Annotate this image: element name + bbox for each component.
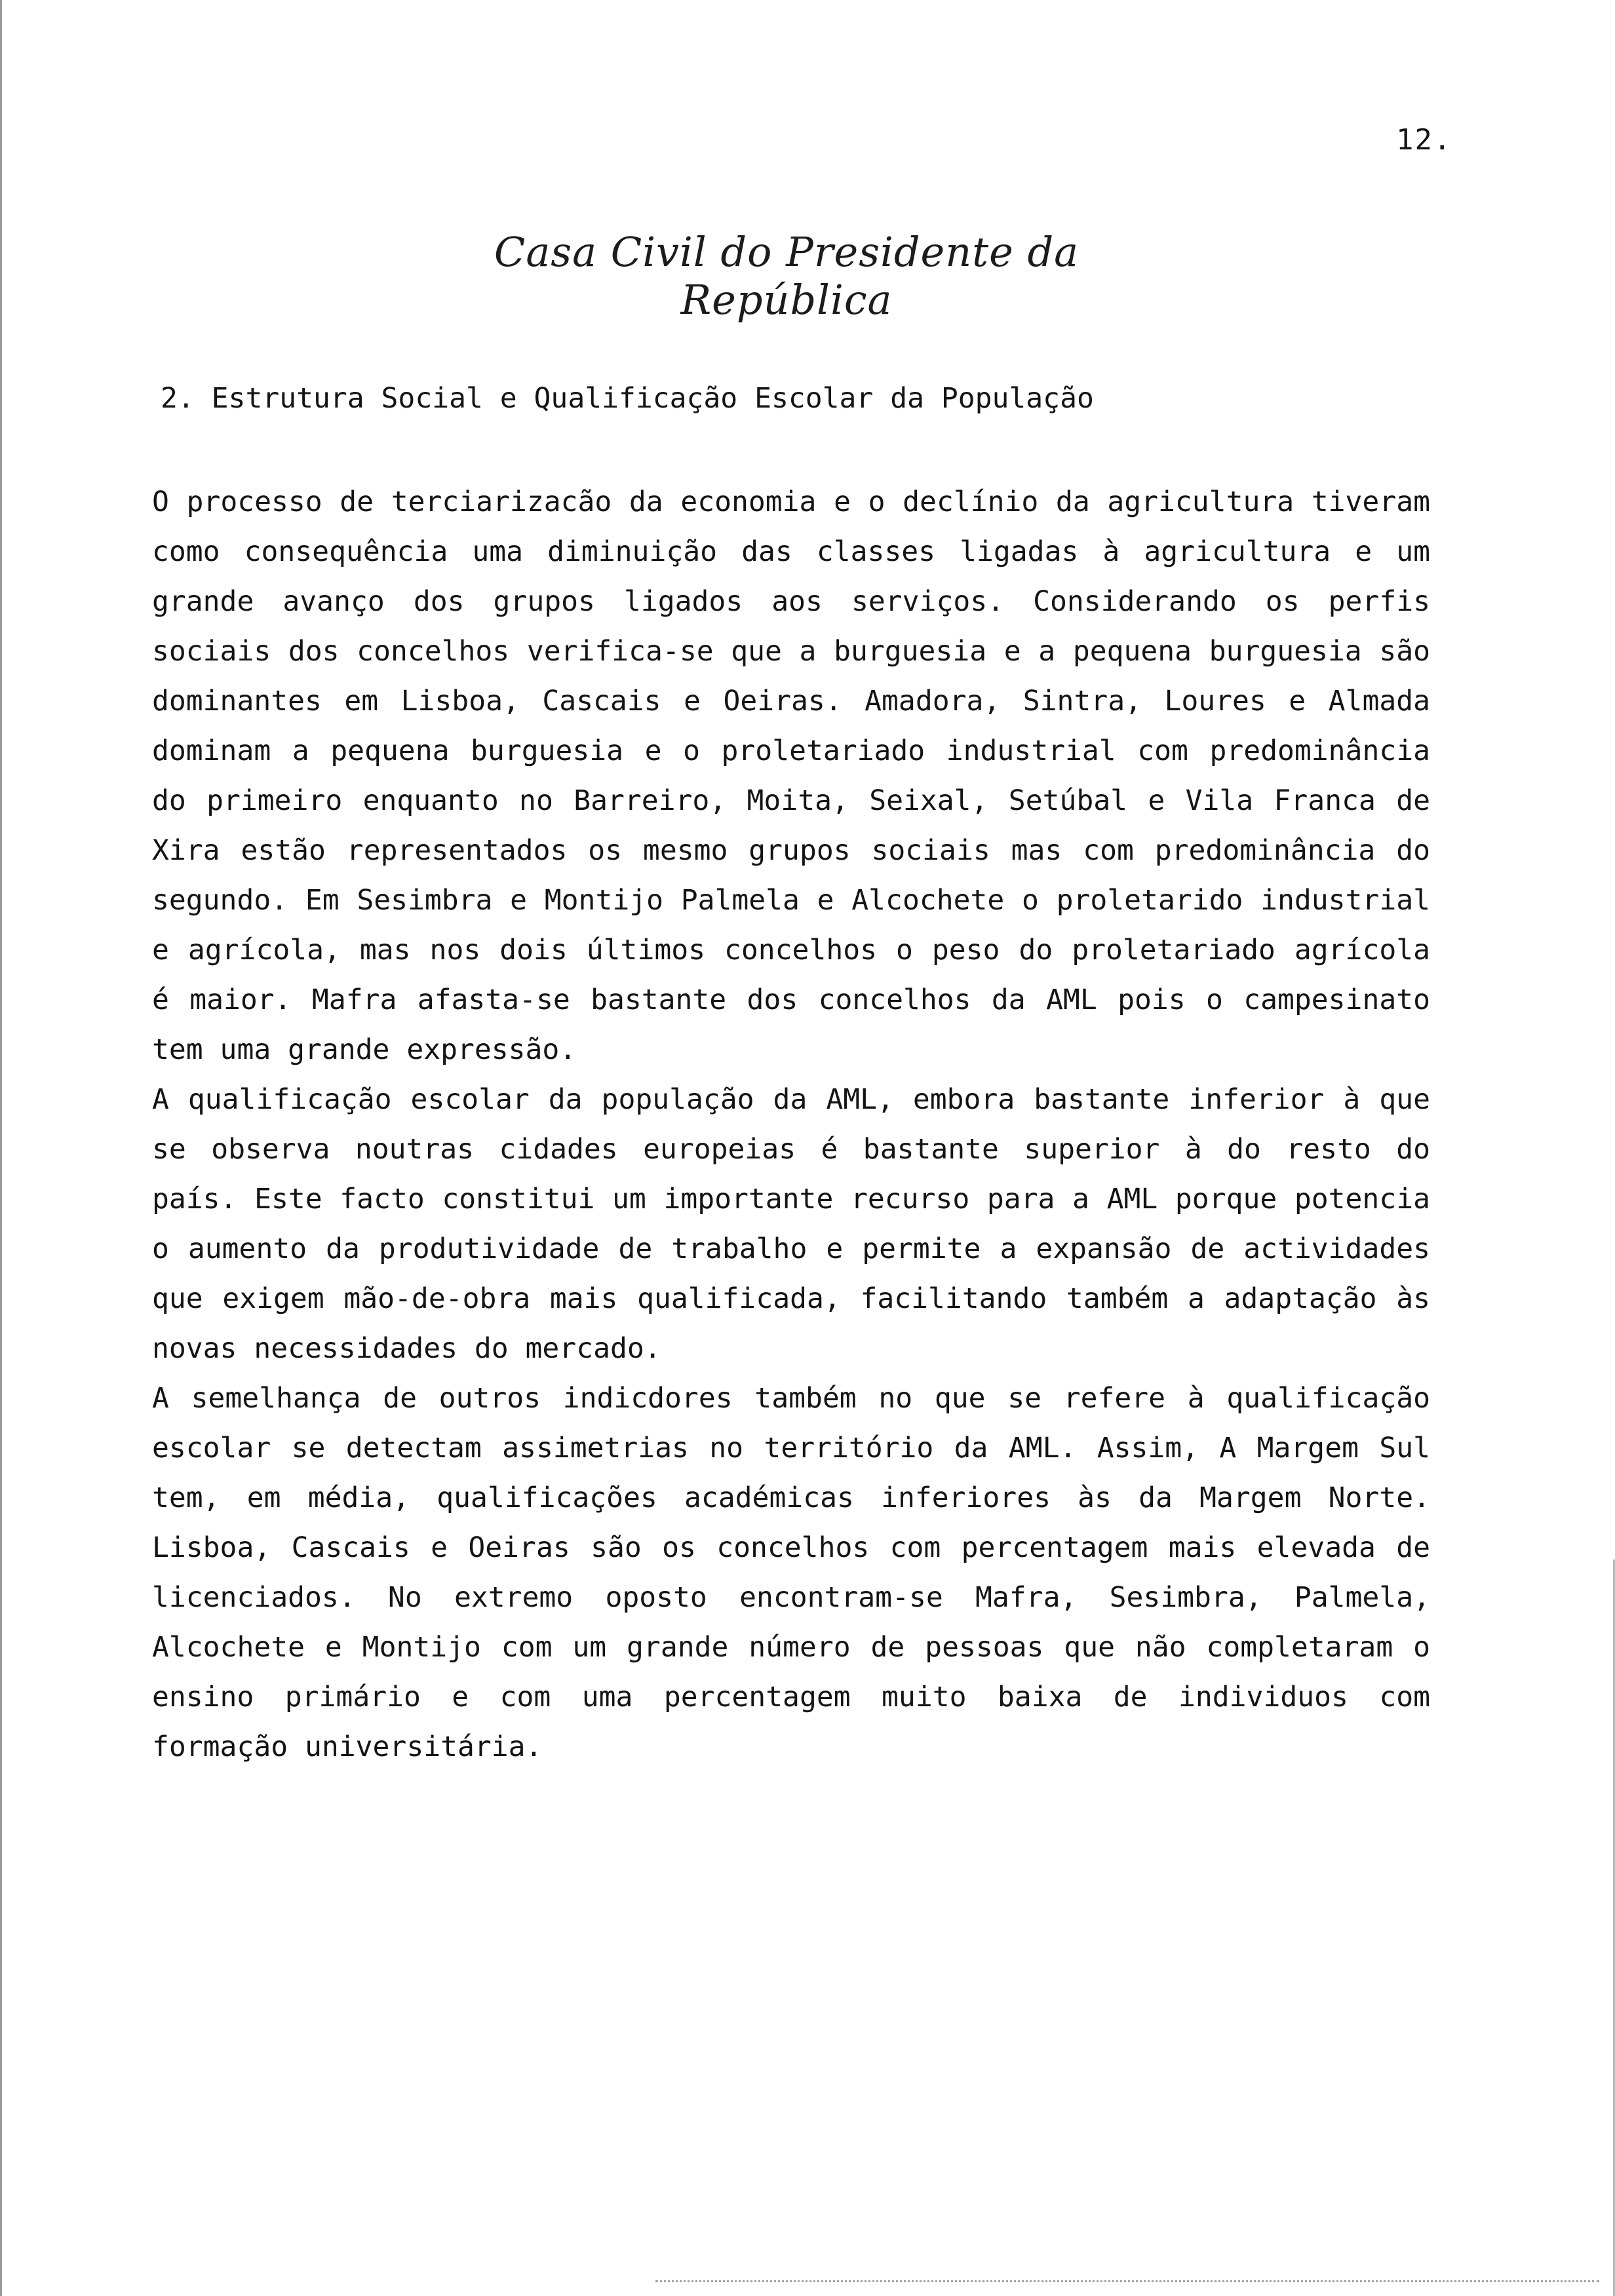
scan-artifact [655,2280,1599,2287]
paragraph: O processo de terciarizacão da economia e o declínio da agricultura tiveram como consequência uma diminuição das classes ligadas à agricultura e um grande avanço dos grupos ligados aos serviços. Considerando os perfis sociais dos concelhos verifica-se que a burguesia e a pequena burguesia são dominantes em Lisboa, Cascais e Oeiras. Amadora, Sintra, Loures e Almada dominam a pequena burguesia e o proletariado industrial com predominância do primeiro enquanto no Barreiro, Moita, Seixal, Setúbal e Vila Franca de Xira estão representados os mesmo grupos sociais mas com predominância do segundo. Em Sesimbra e Montijo Palmela e Alcochete o proletarido industrial e agrícola, mas nos dois últimos concelhos o peso do proletariado agrícola é maior. Mafra afasta-se bastante dos concelhos da AML pois o campesinato tem uma grande expressão. [152,486,1430,1066]
paragraph: A semelhança de outros indicdores também no que se refere à qualificação escolar se detectam assimetrias no território da AML. Assim, A Margem Sul tem, em média, qualificações académicas inferiores às da Margem Norte. Lisboa, Cascais e Oeiras são os concelhos com percentagem mais elevada de licenciados. No extremo oposto encontram-se Mafra, Sesimbra, Palmela, Alcochete e Montijo com um grande número de pessoas que não completaram o ensino primário e com uma percentagem muito baixa de individuos com formação universitária. [152,1382,1430,1763]
paragraph: A qualificação escolar da população da AML, embora bastante inferior à que se observa noutras cidades europeias é bastante superior à do resto do país. Este facto constitui um importante recurso para a AML porque potencia o aumento da produtividade de trabalho e permite a expansão de actividades que exigem mão-de-obra mais qualificada, facilitando também a adaptação às novas necessidades do mercado. [152,1083,1430,1365]
letterhead: Casa Civil do Presidente da República [494,228,1080,324]
scan-left-edge [0,0,2,2296]
section-heading: 2. Estrutura Social e Qualificação Escolar da População [161,382,1094,415]
body-text [152,477,1430,1772]
page-number: 12. [1396,123,1452,157]
